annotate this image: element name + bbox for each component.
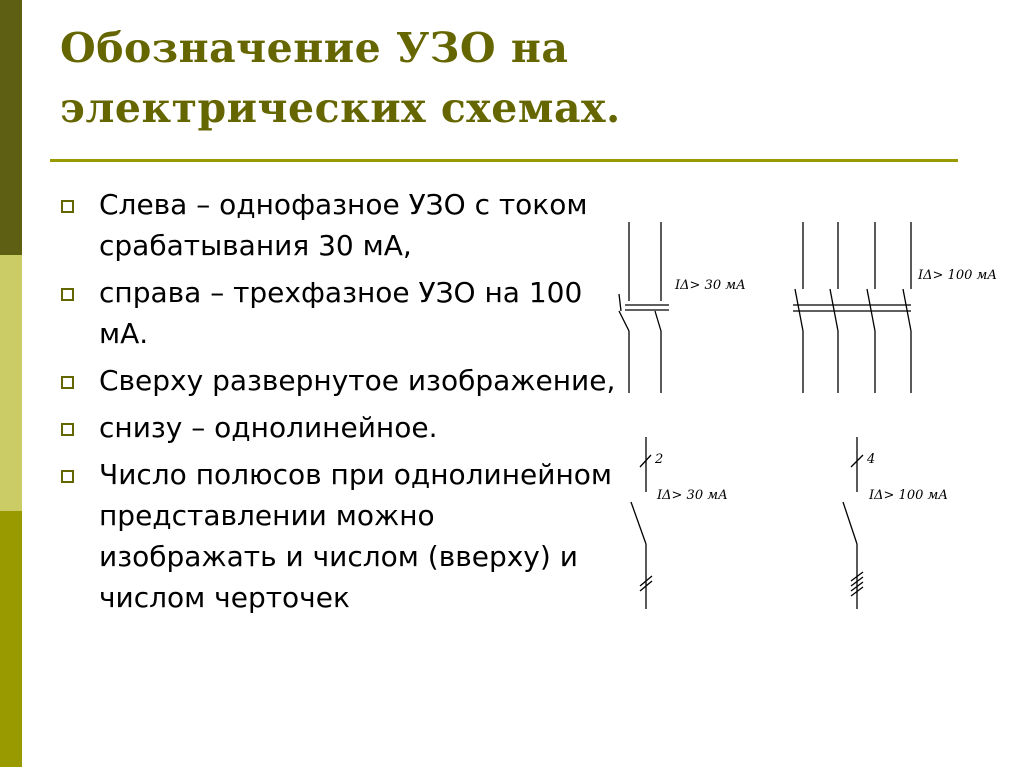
- rcd-100ma-single-label: IΔ> 100 мА: [869, 488, 949, 503]
- slide-title: [60, 18, 621, 138]
- pole-count-4: 4: [867, 452, 876, 467]
- sidebar-stripe-light: [0, 255, 22, 511]
- bullet-item: [60, 360, 620, 401]
- three-phase-rcd-expanded: [793, 222, 997, 393]
- bullet-item: [60, 272, 620, 354]
- rcd-schematic-diagram: [595, 205, 1005, 625]
- bullet-text: Слева – однофазное УЗО с током срабатывания 30 мА,: [99, 188, 588, 262]
- single-phase-rcd-expanded: [619, 222, 746, 393]
- sidebar-stripe-olive: [0, 511, 22, 767]
- rcd-100ma-label: IΔ> 100 мА: [918, 268, 998, 283]
- bullet-item: [60, 407, 620, 448]
- rcd-30ma-single-label: IΔ> 30 мА: [657, 488, 728, 503]
- sidebar-stripe-dark: [0, 0, 22, 255]
- bullet-text: справа – трехфазное УЗО на 100 мА.: [99, 276, 583, 350]
- three-phase-rcd-single-line: [843, 437, 948, 609]
- square-bullet-icon: [61, 288, 74, 301]
- square-bullet-icon: [61, 423, 74, 436]
- square-bullet-icon: [61, 376, 74, 389]
- square-bullet-icon: [61, 470, 74, 483]
- bullet-item: [60, 454, 620, 618]
- rcd-30ma-label: IΔ> 30 мА: [675, 278, 746, 293]
- single-phase-rcd-single-line: [631, 437, 728, 609]
- bullet-list: [60, 184, 620, 624]
- bullet-text: Сверху развернутое изображение,: [99, 364, 616, 397]
- square-bullet-icon: [61, 200, 74, 213]
- title-line-2: электрических схемах.: [60, 84, 621, 132]
- bullet-text: Число полюсов при однолинейном представлении можно изображать и числом (вверху) и числом черточек: [99, 458, 613, 614]
- bullet-item: [60, 184, 620, 266]
- bullet-text: снизу – однолинейное.: [99, 411, 438, 444]
- title-line-1: Обозначение УЗО на: [60, 24, 569, 72]
- pole-count-2: 2: [655, 452, 664, 467]
- title-underline: [50, 159, 958, 162]
